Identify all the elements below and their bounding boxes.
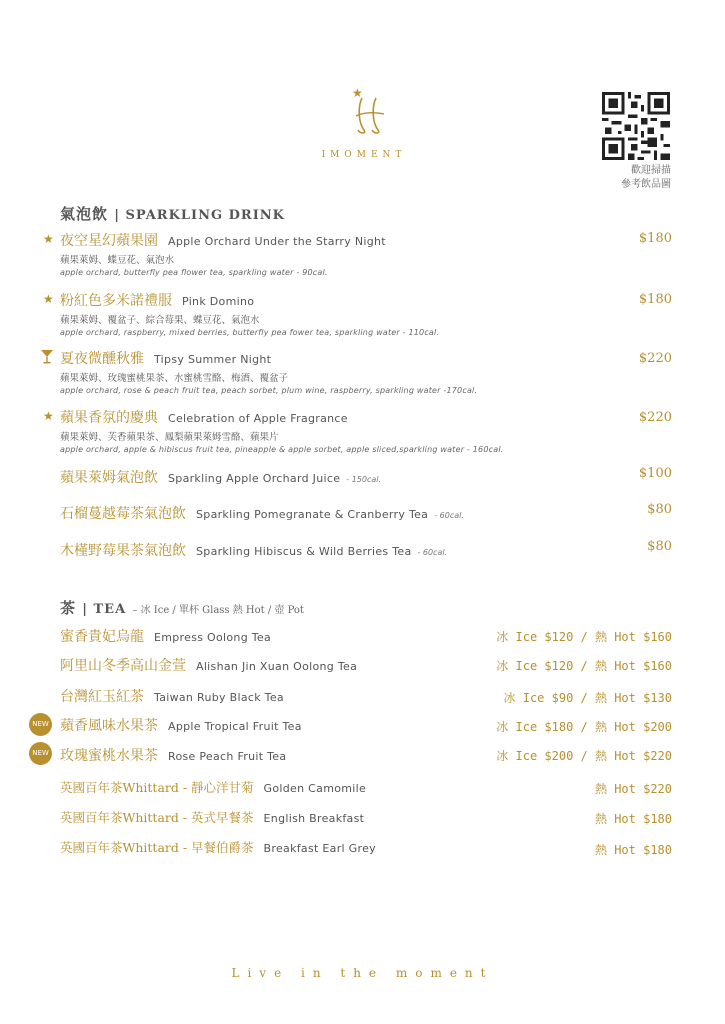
- item-name-en: English Breakfast: [263, 812, 365, 825]
- item-name-zh: 玫瑰蜜桃水果茶: [60, 748, 158, 764]
- menu-item[interactable]: [60, 626, 271, 646]
- item-name-en: Apple Orchard Under the Starry Night: [168, 235, 386, 248]
- item-name-zh: 石榴蔓越莓茶氣泡飲: [60, 506, 186, 522]
- item-price: $220: [638, 410, 672, 425]
- item-name-en: Taiwan Ruby Black Tea: [154, 691, 284, 704]
- item-name-zh: 英國百年茶Whittard - 靜心洋甘菊: [60, 780, 254, 795]
- menu-item[interactable]: [60, 655, 357, 675]
- menu-item[interactable]: [60, 467, 381, 487]
- item-name-zh: 木槿野莓果茶氣泡飲: [60, 543, 186, 559]
- item-name-en: Rose Peach Fruit Tea: [168, 750, 287, 763]
- item-calories: - 150cal.: [346, 475, 382, 484]
- item-price: $100: [638, 466, 672, 481]
- item-name-en: Sparkling Pomegranate & Cranberry Tea: [196, 508, 429, 521]
- qr-caption: [596, 164, 671, 192]
- item-price: $80: [647, 502, 672, 517]
- menu-item[interactable]: [60, 745, 286, 765]
- menu-item[interactable]: [60, 715, 302, 735]
- item-ingredients-en: apple orchard, raspberry, mixed berries, butterfly pea fower tea, sparkling water - 110cal.: [60, 328, 440, 337]
- item-name-en: Sparkling Apple Orchard Juice: [168, 472, 341, 485]
- item-name-en: Sparkling Hibiscus & Wild Berries Tea: [196, 545, 412, 558]
- item-name-zh: 粉紅色多米諾禮服: [60, 293, 172, 309]
- item-price: 熱 Hot $180: [594, 812, 672, 826]
- item-name-zh: 台灣紅玉紅茶: [60, 689, 144, 705]
- tea-subtitle: – 冰 Ice / 單杯 Glass 熱 Hot / 壺 Pot: [132, 605, 304, 616]
- menu-item[interactable]: [60, 348, 477, 395]
- item-price: 冰 Ice $200 / 熱 Hot $220: [496, 749, 672, 763]
- menu-item[interactable]: [60, 837, 376, 856]
- item-price: $180: [638, 292, 672, 307]
- item-ingredients: 蘋果萊姆、玫瑰蜜桃果茶、水蜜桃雪酪、梅酒、覆盆子: [60, 373, 289, 384]
- item-ingredients-en: apple orchard, rose & peach fruit tea, peach sorbet, plum wine, raspberry, sparkling water -170cal.: [60, 386, 478, 395]
- item-name-en: Breakfast Earl Grey: [263, 842, 376, 855]
- item-price: 冰 Ice $120 / 熱 Hot $160: [496, 659, 672, 673]
- menu-item[interactable]: [60, 407, 504, 454]
- item-name-en: Golden Camomile: [263, 782, 367, 795]
- item-name-zh: 英國百年茶Whittard - 英式早餐茶: [60, 810, 254, 825]
- sparkling-title-zh: 氣泡飲: [60, 205, 109, 223]
- item-price: 熱 Hot $220: [594, 782, 672, 796]
- qr-caption-line2: 參考飲品圖: [621, 179, 671, 190]
- cocktail-icon: [40, 349, 54, 368]
- menu-item[interactable]: [60, 290, 439, 337]
- item-price: $220: [638, 351, 672, 366]
- item-name-en: Empress Oolong Tea: [154, 631, 272, 644]
- menu-item[interactable]: [60, 230, 386, 277]
- item-price: $180: [638, 231, 672, 246]
- tea-section-title: [60, 597, 304, 618]
- footer-tagline: Live in the moment: [231, 966, 494, 980]
- item-name-en: Apple Tropical Fruit Tea: [168, 720, 302, 733]
- new-badge: NEW: [29, 713, 52, 736]
- item-ingredients: 蘋果萊姆、蝶豆花、氣泡水: [60, 255, 175, 266]
- item-calories: - 60cal.: [417, 548, 448, 557]
- tea-title-en: | TEA: [82, 602, 127, 617]
- item-name-en: Alishan Jin Xuan Oolong Tea: [196, 660, 358, 673]
- item-ingredients: 蘋果萊姆、芙香蘋果茶、鳳梨蘋果萊姆雪酪、蘋果片: [60, 432, 279, 443]
- item-price: $80: [647, 539, 672, 554]
- item-price: 冰 Ice $90 / 熱 Hot $130: [503, 691, 672, 705]
- sparkling-title-en: | SPARKLING DRINK: [114, 208, 285, 223]
- star-icon: ★: [43, 409, 54, 423]
- menu-item[interactable]: [60, 540, 447, 560]
- tea-title-zh: 茶: [60, 599, 77, 617]
- logo-star-icon: ★: [352, 86, 363, 100]
- qr-code[interactable]: [602, 92, 670, 160]
- item-price: 冰 Ice $180 / 熱 Hot $200: [496, 720, 672, 734]
- item-name-zh: 夏夜微醺秋雅: [60, 351, 144, 367]
- item-name-en: Pink Domino: [182, 295, 255, 308]
- qr-caption-line1: 歡迎掃描: [631, 165, 671, 176]
- menu-item[interactable]: [60, 503, 464, 523]
- item-ingredients-en: apple orchard, butterfly pea flower tea, sparkling water - 90cal.: [60, 268, 328, 277]
- item-calories: - 60cal.: [434, 511, 464, 520]
- star-icon: ★: [43, 232, 54, 246]
- item-name-zh: 阿里山冬季高山金萱: [60, 658, 186, 674]
- new-badge: NEW: [29, 742, 52, 765]
- item-name-zh: 英國百年茶Whittard - 早餐伯爵茶: [60, 840, 254, 855]
- brand-logo: [321, 86, 410, 160]
- item-name-zh: 蘋香風味水果茶: [60, 718, 158, 734]
- item-price: 熱 Hot $180: [594, 843, 672, 857]
- item-name-en: Tipsy Summer Night: [154, 353, 272, 366]
- menu-item[interactable]: [60, 807, 364, 826]
- star-icon: ★: [43, 292, 54, 306]
- item-ingredients-en: apple orchard, apple & hibiscus fruit tea, pineapple & apple sorbet, apple sliced,sparkling water - 160cal.: [60, 445, 504, 454]
- item-price: 冰 Ice $120 / 熱 Hot $160: [496, 630, 672, 644]
- item-name-zh: 夜空星幻蘋果園: [60, 233, 158, 249]
- item-name-zh: 蜜香貴妃烏龍: [60, 629, 144, 645]
- brand-name: IMOMENT: [321, 150, 407, 160]
- item-name-zh: 蘋果香氛的慶典: [60, 410, 158, 426]
- item-ingredients: 蘋果萊姆、覆盆子、綜合莓果、蝶豆花、氣泡水: [60, 315, 260, 326]
- item-name-zh: 蘋果萊姆氣泡飲: [60, 470, 158, 486]
- sparkling-section-title: [60, 203, 285, 224]
- menu-item[interactable]: [60, 777, 366, 796]
- menu-item[interactable]: [60, 686, 284, 706]
- item-name-en: Celebration of Apple Fragrance: [168, 412, 348, 425]
